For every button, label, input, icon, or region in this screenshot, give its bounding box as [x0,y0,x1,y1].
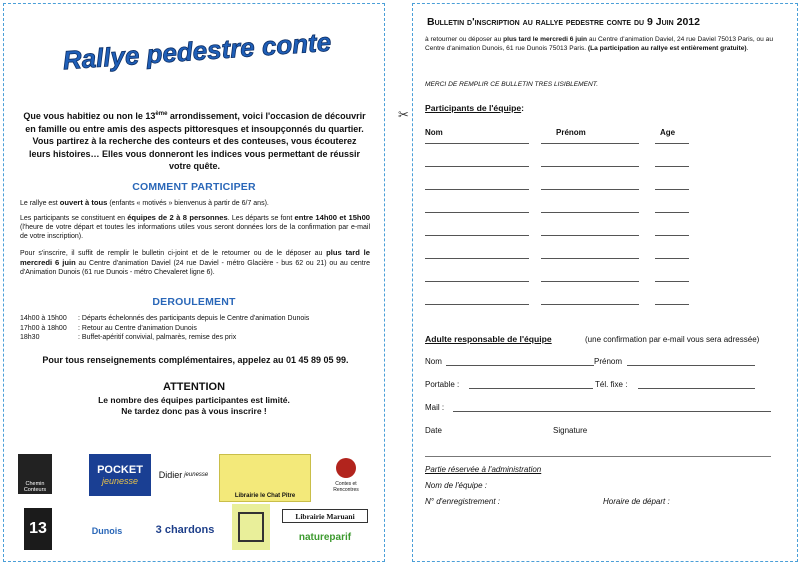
dunois-logo: Dunois [91,526,123,536]
col-age: Age [660,128,676,137]
participants-heading: Participants de l'équipe: [425,103,524,113]
flyer-panel [3,3,385,562]
participant-field[interactable] [541,235,639,236]
admin-heading: Partie réservée à l'administration [425,465,542,474]
deroulement-heading: DEROULEMENT [152,296,236,308]
didier-jeunesse-logo: Didier jeunesse [158,470,209,480]
librairie-maruani-logo: Librairie Maruani [282,509,368,523]
tel-field[interactable] [638,388,755,389]
pocket-jeunesse-logo: POCKET jeunesse [89,454,151,496]
participant-field[interactable] [425,166,529,167]
participant-field[interactable] [655,166,689,167]
rallye-title [62,22,332,82]
registration-form [412,3,798,562]
chemin-conteurs-logo: Chemin Conteurs [18,454,52,494]
participant-field[interactable] [655,189,689,190]
date-label: Date [425,426,442,435]
chat-pitre-logo: Librairie le Chat Pitre [219,454,311,502]
admin-number-label: N° d'enregistrement : [425,497,500,506]
participant-field[interactable] [541,212,639,213]
intro-text [22,108,367,173]
scissors-icon: ✂ [398,107,409,122]
merci-note: MERCI DE REMPLIR CE BULLETIN TRES LISIBLEMENT. [425,81,599,88]
participant-field[interactable] [425,235,529,236]
participant-field[interactable] [425,304,529,305]
paragraph-teams: Les participants se constituent en équipes de 2 à 8 personnes. Les départs se font entre 14h00 et 15h00 (l'heure de votre départ et toutes les informations utiles vous seront données lors de la confirmation par e-mail de votre inscription). [20,213,371,241]
prenom-label: Prénom [594,357,623,366]
tel-label: Tél. fixe : [595,380,628,389]
col-nom: Nom [425,128,443,137]
association-logo [232,504,270,550]
participant-field[interactable] [655,235,689,236]
portable-field[interactable] [469,388,593,389]
col-prenom: Prénom [556,128,586,137]
intro-part-1: Que vous habitiez ou non le 13 [23,111,156,121]
portable-label: Portable : [425,380,460,389]
intro-part-2: arrondissement, voici l'occasion de découvrir en famille ou entre amis des aspects pittoresques et insoupçonnés du quartier. Vous partirez à la recherche des conteurs et des conteuses, vous écouterez leurs histoires… Elles vous donneront les indices vous permettant de réussir votre quête. [25,111,366,171]
association-icon [238,512,264,542]
participant-field[interactable] [425,258,529,259]
admin-time-label: Horaire de départ : [603,497,670,506]
participant-field[interactable] [425,189,529,190]
participant-field[interactable] [425,281,529,282]
participant-field[interactable] [541,258,639,259]
rallye-title-text: Rallye pedestre conte [62,26,332,76]
participant-field[interactable] [541,166,639,167]
schedule [20,314,370,343]
schedule-row: 18h30 : Buffet-apéritif convivial, palmarès, remise des prix [20,334,237,342]
theatre13-logo: 13 [24,508,52,550]
participant-field[interactable] [541,304,639,305]
nom-label: Nom [425,357,442,366]
contes-rencontres-icon [336,458,356,478]
participant-field[interactable] [425,212,529,213]
participant-field[interactable] [655,281,689,282]
trois-chardons-logo: 3 chardons [155,524,215,536]
schedule-row: 14h00 à 15h00 : Départs échelonnés des participants depuis le Centre d'animation Dunois [20,315,310,322]
contact-line: Pour tous renseignements complémentaires, appelez au 01 45 89 05 99. [42,355,349,365]
contes-rencontres-logo: Contes et Rencontres [324,454,368,496]
signature-label: Signature [553,426,588,435]
mail-label: Mail : [425,403,445,412]
participant-field[interactable] [655,258,689,259]
attention-heading: ATTENTION [162,381,226,393]
how-to-heading: COMMENT PARTICIPER [132,181,256,193]
participant-field[interactable] [655,143,689,144]
separator-line [425,456,771,457]
paragraph-register: Pour s'inscrire, il suffit de remplir le bulletin ci-joint et de le retourner ou de le déposer au plus tard le mercredi 6 juin au Centre d'animation Daviel (24 rue Daviel - métro Glacière - bus 62 ou 21) ou au centre d'Animation Dunois (61 rue Dunois - métro Chevaleret ligne 6). [20,248,370,277]
paragraph-open: Le rallye est ouvert à tous (enfants « motivés » bienvenus à partir de 6/7 ans). [20,198,269,207]
natureparif-logo: natureparif [298,531,352,543]
intro-superscript: ème [155,111,168,117]
return-instructions: à retourner ou déposer au plus tard le mercredi 6 juin au Centre d'animation Daviel, 24 rue Daviel 75013 Paris, ou au Centre d'animation Dunois, 61 rue Dunois 75013 Paris. (La participation au rallye est entièrement gratuite). [425,36,774,52]
adult-note: (une confirmation par e-mail vous sera adressée) [585,335,760,344]
attention-text: Le nombre des équipes participantes est limité. Ne tardez donc pas à vous inscrire ! [98,395,290,416]
adult-heading: Adulte responsable de l'équipe [425,334,552,344]
participant-field[interactable] [655,304,689,305]
participant-field[interactable] [425,143,529,144]
nom-field[interactable] [446,365,594,366]
participant-field[interactable] [541,281,639,282]
prenom-field[interactable] [627,365,755,366]
participant-field[interactable] [541,189,639,190]
admin-team-label: Nom de l'équipe : [425,481,488,490]
schedule-row: 17h00 à 18h00 : Retour au Centre d'animation Dunois [20,324,197,332]
form-title: Bulletin d'inscription au rallye pedestre conte du 9 Juin 2012 [427,16,700,28]
participant-field[interactable] [655,212,689,213]
mail-field[interactable] [453,411,771,412]
participant-field[interactable] [541,143,639,144]
